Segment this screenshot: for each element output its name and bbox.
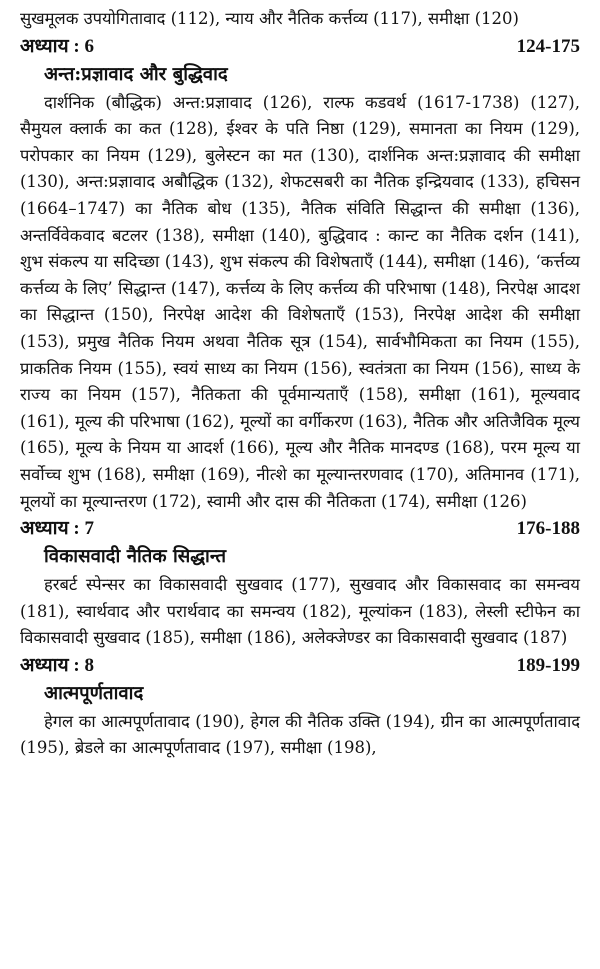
chapter-heading bbox=[20, 33, 580, 60]
chapter-label: अध्याय : 8 bbox=[20, 654, 94, 676]
chapter-title: अन्त:प्रज्ञावाद और बुद्धिवाद bbox=[44, 63, 228, 85]
chapter-7 bbox=[20, 515, 580, 652]
chapter-label: अध्याय : 7 bbox=[20, 518, 94, 540]
chapter-pages: 176-188 bbox=[516, 518, 580, 540]
chapter-6 bbox=[20, 33, 580, 516]
chapter-pages: 124-175 bbox=[516, 35, 580, 57]
chapter-heading bbox=[20, 652, 580, 679]
chapter-pages: 189-199 bbox=[516, 654, 580, 676]
chapter-body: दार्शनिक (बौद्धिक) अन्त:प्रज्ञावाद (126), राल्फ कडवर्थ (1617-1738) (127), सैमुयल क्लार्क का कत (128), ईश्वर के पति निष्ठा (129), समानता का नियम (129), परोपकार का नियम (129), बुलेस्टन का मत (130), दार्शनिक अन्त:प्रज्ञावाद की समीक्षा (130), अन्त:प्रज्ञावाद अबौद्धिक (132), शेफटसबरी का नैतिक इन्द्रियवाद (133), हचिसन (1664–1747) का नैतिक बोध (135), नैतिक संविति सिद्धान्त की समीक्षा (136), अन्तर्विवेकवाद बटलर (138), समीक्षा (140), बुद्धिवाद : कान्ट का नैतिक दर्शन (141), शुभ संकल्प या सदिच्छा (143), शुभ संकल्प की विशेषताएँ (144), समीक्षा (146), ‘कर्त्तव्य कर्त्तव्य के लिए’ सिद्धान्त (147), कर्त्तव्य के लिए कर्त्तव्य की परिभाषा (148), निरपेक्ष आदश का सिद्धान्त (150), निरपेक्ष आदेश की विशेषताएँ (153), निरपेक्ष आदेश की समीक्षा (153), प्रमुख नैतिक नियम अथवा नैतिक सूत्र (154), सार्वभौमिकता का नियम (155), प्राकतिक नियम (155), स्वयं साध्य का नियम (156), स्वतंत्रता का नियम (156), साध्य के राज्य का नियम (157), नैतिकता की पूर्वमान्यताएँ (158), समीक्षा (161), मूल्यवाद (161), मूल्य की परिभाषा (162), मूल्यों का वर्गीकरण (163), नैतिक और अतिजैविक मूल्य (165), मूल्य के नियम या आदर्श (166), मूल्य और नैतिक मानदण्ड (168), परम मूल्य या सर्वोच्च शुभ (168), समीक्षा (169), नीत्शे का मूल्यान्तरणवाद (170), अतिमानव (171), मूलयों का मूल्यान्तरण (172), स्वामी और दास की नैतिकता (174), समीक्षा (126) bbox=[20, 92, 580, 511]
chapter-title: आत्मपूर्णतावाद bbox=[44, 682, 144, 704]
chapter-label: अध्याय : 6 bbox=[20, 35, 94, 57]
chapter-title: विकासवादी नैतिक सिद्धान्त bbox=[44, 546, 227, 568]
chapter-8 bbox=[20, 652, 580, 762]
chapter-body: हेगल का आत्मपूर्णतावाद (190), हेगल की नैतिक उक्ति (194), ग्रीन का आत्मपूर्णतावाद (195), ब्रेडले का आत्मपूर्णतावाद (197), समीक्षा (198), bbox=[20, 711, 580, 758]
chapter-heading bbox=[20, 515, 580, 542]
chapter-body: हरबर्ट स्पेन्सर का विकासवादी सुखवाद (177), सुखवाद और विकासवाद का समन्वय (181), स्वार्थवाद और परार्थवाद का समन्वय (182), मूल्यांकन (183), लेस्ली स्टीफेन का विकासवादी सुखवाद (185), समीक्षा (186), अलेक्जेण्डर का विकासवादी सुखवाद (187) bbox=[20, 575, 580, 648]
intro-text: सुखमूलक उपयोगितावाद (112), न्याय और नैतिक कर्त्तव्य (117), समीक्षा (120) bbox=[20, 9, 519, 28]
